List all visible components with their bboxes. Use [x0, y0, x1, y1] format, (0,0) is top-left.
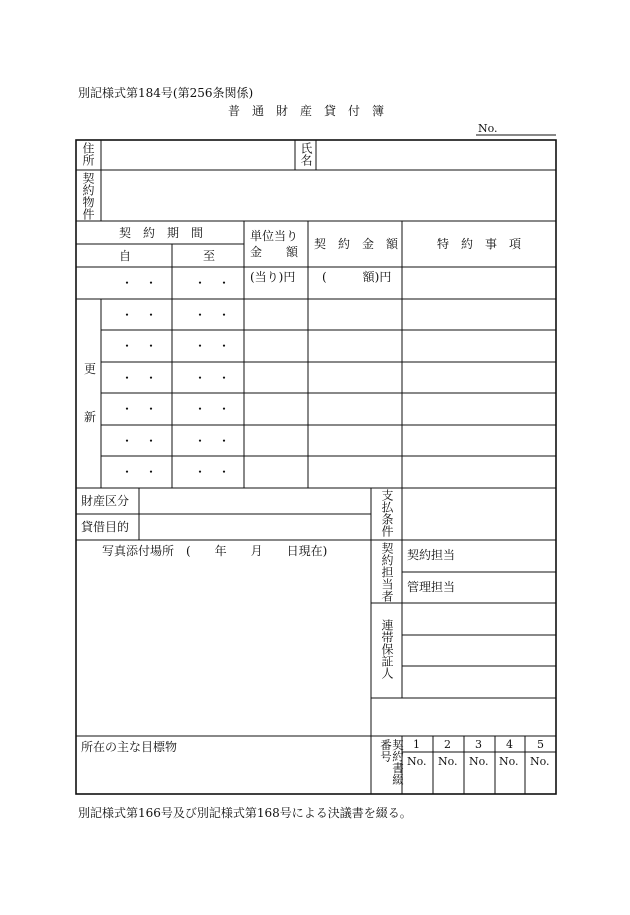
contract-amount-header: 契 約 金 額: [314, 237, 399, 251]
renewal-from-date[interactable]: ・ ・: [121, 308, 158, 322]
contract-staff-label: 契約担当者: [380, 542, 394, 602]
document-number-field[interactable]: No.: [530, 755, 550, 768]
document-number-field[interactable]: No.: [407, 755, 427, 768]
name-label: 氏名: [299, 142, 313, 166]
photo-attachment-area[interactable]: [77, 560, 370, 735]
renewal-to-date[interactable]: ・ ・: [194, 371, 231, 385]
renewal-from-date[interactable]: ・ ・: [121, 339, 158, 353]
renewal-from-date[interactable]: ・ ・: [121, 402, 158, 416]
renewal-to-date[interactable]: ・ ・: [194, 465, 231, 479]
renewal-from-date[interactable]: ・ ・: [121, 371, 158, 385]
guarantor-label: 連帯保証人: [380, 619, 394, 679]
page-title: 普 通 財 産 貸 付 簿: [228, 104, 385, 118]
lending-purpose-field[interactable]: [140, 515, 370, 539]
document-col-3: 3: [475, 738, 482, 751]
address-label: 住所: [81, 142, 95, 166]
to-date[interactable]: ・ ・: [194, 276, 231, 290]
unit-amount-header: 単位当り: [250, 229, 299, 243]
renewal-from-date[interactable]: ・ ・: [121, 434, 158, 448]
unit-amount-header-2: 金 額: [250, 245, 299, 259]
guarantor-field[interactable]: [403, 636, 555, 665]
address-field[interactable]: [102, 141, 294, 169]
management-officer-label: 管理担当: [407, 580, 456, 594]
number-label: No.: [478, 122, 498, 135]
lending-purpose-label: 貸借目的: [81, 520, 130, 534]
document-number-field[interactable]: No.: [438, 755, 458, 768]
contract-period-header: 契 約 期 間: [119, 226, 204, 240]
special-terms-header: 特 約 事 項: [437, 237, 522, 251]
renewal-to-date[interactable]: ・ ・: [194, 308, 231, 322]
guarantor-field[interactable]: [403, 604, 555, 634]
document-col-1: 1: [413, 738, 420, 751]
landmark-field[interactable]: [77, 756, 370, 793]
document-col-5: 5: [537, 738, 544, 751]
renewal-to-date[interactable]: ・ ・: [194, 434, 231, 448]
landmark-label: 所在の主な目標物: [81, 740, 178, 754]
photo-area-label: 写真添付場所 ( 年 月 日現在): [102, 544, 328, 558]
from-header: 自: [119, 249, 132, 263]
footer-note: 別記様式第166号及び別記様式第168号による決議書を綴る。: [78, 806, 412, 820]
from-date[interactable]: ・ ・: [121, 276, 158, 290]
name-field[interactable]: [317, 141, 555, 169]
renewal-to-date[interactable]: ・ ・: [194, 402, 231, 416]
renewal-label-1: 更: [84, 362, 97, 376]
document-number-field[interactable]: No.: [469, 755, 489, 768]
property-label: 契約物件: [81, 172, 95, 220]
contract-amount-unit: ( 額)円: [322, 270, 392, 284]
payment-terms-field[interactable]: [403, 489, 555, 539]
document-number-label: 契約書綴番号: [379, 739, 405, 785]
to-header: 至: [203, 249, 216, 263]
guarantor-field[interactable]: [403, 667, 555, 697]
document-col-4: 4: [506, 738, 513, 751]
unit-amount-unit: (当り)円: [250, 270, 296, 284]
renewal-label-2: 新: [84, 410, 97, 424]
contract-officer-label: 契約担当: [407, 548, 456, 562]
document-col-2: 2: [444, 738, 451, 751]
renewal-from-date[interactable]: ・ ・: [121, 465, 158, 479]
renewal-to-date[interactable]: ・ ・: [194, 339, 231, 353]
form-reference: 別記様式第184号(第256条関係): [78, 86, 254, 100]
document-number-field[interactable]: No.: [499, 755, 519, 768]
property-class-field[interactable]: [140, 489, 370, 513]
property-class-label: 財産区分: [81, 494, 130, 508]
payment-terms-label: 支払条件: [380, 489, 394, 537]
property-field[interactable]: [102, 171, 555, 220]
